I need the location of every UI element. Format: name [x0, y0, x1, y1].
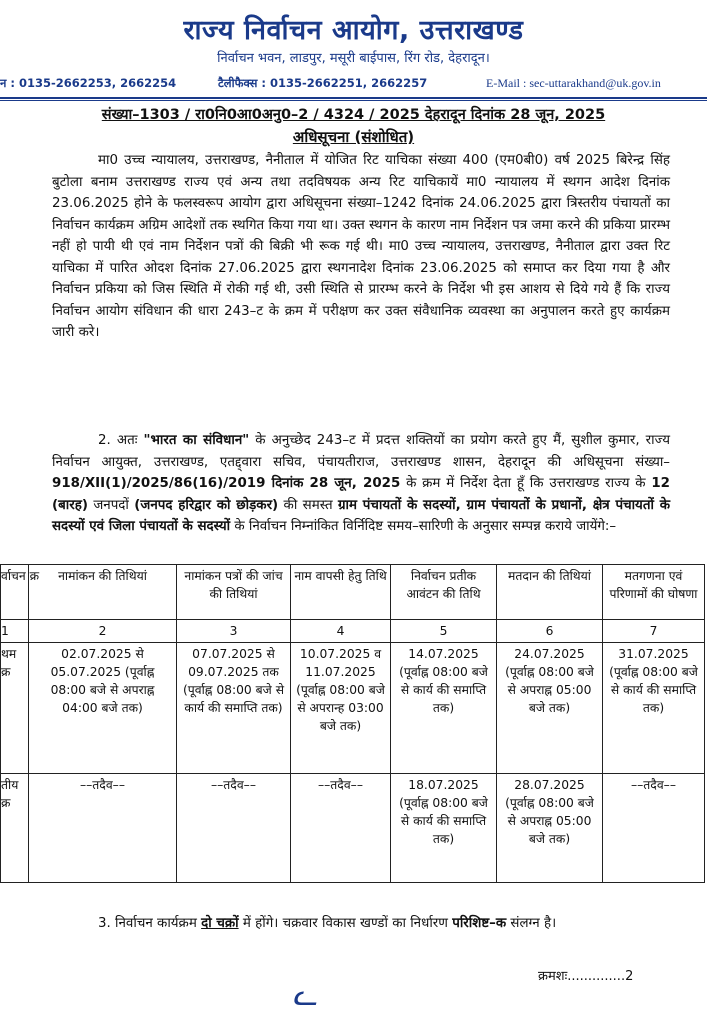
table-cell: ––तदैव–– — [291, 774, 391, 883]
table-cell: 1 — [1, 620, 29, 643]
table-header-cell: निर्वाचन प्रतीक आवंटन की तिथि — [391, 565, 497, 620]
table-cell: 31.07.2025 (पूर्वाह्न 08:00 बजे से कार्य की समाप्ति तक) — [603, 643, 705, 774]
phone-number: न : 0135-2662253, 2662254 — [0, 76, 177, 90]
table-cell: थम क्र — [1, 643, 29, 774]
table-cell: 02.07.2025 से 05.07.2025 (पूर्वाह्न 08:00 बजे से अपराह्न 04:00 बजे तक) — [29, 643, 177, 774]
table-header-row — [1, 565, 705, 620]
commission-address: निर्वाचन भवन, लाडपुर, मसूरी बाईपास, रिंग रोड, देहरादून। — [217, 51, 490, 66]
table-header-cell: नामांकन की तिथियां — [29, 565, 177, 620]
table-cell: 3 — [177, 620, 291, 643]
table-cell: 4 — [291, 620, 391, 643]
table-cell: ––तदैव–– — [603, 774, 705, 883]
notification-title: अधिसूचना (संशोधित) — [292, 128, 415, 146]
reference-number: संख्या–1303 / रा0नि0आ0अनु0–2 / 4324 / 2025 देहरादून दिनांक 28 जून, 2025 — [101, 107, 606, 123]
table-cell: 7 — [603, 620, 705, 643]
table-cell: 24.07.2025 (पूर्वाह्न 08:00 बजे से अपराह्न 05:00 बजे तक) — [497, 643, 603, 774]
table-cell: तीय क्र — [1, 774, 29, 883]
paragraph-1: मा0 उच्च न्यायालय, उत्तराखण्ड, नैनीताल में योजित रिट याचिका संख्या 400 (एम0बी0) वर्ष 2025 बिरेन्द्र सिंह बुटोला बनाम उत्तराखण्ड राज्य एवं अन्य तथा तदविषयक अन्य रिट याचिकायें मा0 न्यायालय में स्थगन आदेश दिनांक 23.06.2025 होने के फलस्वरूप आयोग द्वारा अधिसूचना संख्या–1242 दिनांक 24.06.2025 द्वारा त्रिस्तरीय पंचायतों का निर्वाचन कार्यक्रम अग्रिम आदेशों तक स्थगित किया गया था। उक्त स्थगन के कारण नाम निर्देशन पत्र जमा करने की प्रकिया प्रारम्भ नहीं हो पायी थी एवं नाम निर्देशन पत्रों की बिक्री भी रूक गई थी। मा0 उच्च न्यायालय, उत्तराखण्ड, नैनीताल द्वारा उक्त रिट याचिका में पारित ओदश दिनांक 27.06.2025 द्वारा स्थगनादेश दिनांक 23.06.2025 को समाप्त कर दिया गया है और निर्वाचन प्रकिया को जिस स्थिति में रोकी गई थी, उसी स्थिति से प्रारम्भ करने के निर्देश भी इस आशय से दिये गये हैं कि राज्य निर्वाचन आयोग संविधान की धारा 243–ट के क्रम में परीक्षण कर उक्त संवैधानिक व्यवस्था का अनुपालन करते हुए कार्यक्रम जारी करे। — [52, 153, 670, 340]
paragraph-3: 3. निर्वाचन कार्यक्रम दो चक्रों में होंगे। चक्रवार विकास खण्डों का निर्धारण परिशिष्ट–क संलग्न है। — [98, 916, 557, 931]
table-cell: 6 — [497, 620, 603, 643]
table-header-cell: मतगणना एवं परिणामों की घोषणा — [603, 565, 705, 620]
table-cell: 28.07.2025 (पूर्वाह्न 08:00 बजे से अपराह्न 05:00 बजे तक) — [497, 774, 603, 883]
table-number-row — [1, 620, 705, 643]
table-row — [1, 774, 705, 883]
table-header-cell: नाम वापसी हेतु तिथि — [291, 565, 391, 620]
header-rule-thin — [0, 100, 707, 101]
email-address: E-Mail : sec-uttarakhand@uk.gov.in — [486, 76, 661, 90]
paragraph-2: 2. अतः "भारत का संविधान" के अनुच्छेद 243–ट में प्रदत्त शक्तियों का प्रयोग करते हुए मैं, सुशील कुमार, राज्य निर्वाचन आयुक्त, उत्तराखण्ड, एतद्द्वारा सचिव, पंचायतीराज, उत्तराखण्ड शासन, देहरादून की अधिसूचना संख्या–918/XII(1)/2025/86(16)/2019 दिनांक 28 जून, 2025 के क्रम में निर्देश देता हूँ कि उत्तराखण्ड राज्य के 12 (बारह) जनपदों (जनपद हरिद्वार को छोड़कर) की समस्त ग्राम पंचायतों के सदस्यों, ग्राम पंचायतों के प्रधानों, क्षेत्र पंचायतों के सदस्यों एवं जिला पंचायतों के सदस्यों के निर्वाचन निम्नांकित विर्निदिष्ट समय–सारिणी के अनुसार सम्पन्न कराये जायेंगे:– — [52, 433, 671, 534]
fax-number: टैलीफैक्स : 0135-2662251, 2662257 — [218, 76, 428, 90]
table-header-cell: नामांकन पत्रों की जांच की तिथियां — [177, 565, 291, 620]
table-cell: 2 — [29, 620, 177, 643]
table-cell: 07.07.2025 से 09.07.2025 तक (पूर्वाह्न 08:00 बजे से कार्य की समाप्ति तक) — [177, 643, 291, 774]
table-cell: ––तदैव–– — [29, 774, 177, 883]
commission-title: राज्य निर्वाचन आयोग, उत्तराखण्ड — [183, 15, 524, 46]
continued-marker: क्रमशः..............2 — [538, 969, 634, 984]
table-row — [1, 643, 705, 774]
header-rule — [0, 97, 707, 99]
table-cell: 14.07.2025 (पूर्वाह्न 08:00 बजे से कार्य की समाप्ति तक) — [391, 643, 497, 774]
table-cell: ––तदैव–– — [177, 774, 291, 883]
table-header-cell: मतदान की तिथियां — [497, 565, 603, 620]
signature-mark: ᓚ — [292, 978, 318, 1013]
election-schedule-table — [0, 564, 705, 883]
table-header-cell: र्वाचन क्र — [1, 565, 29, 620]
table-cell: 5 — [391, 620, 497, 643]
table-cell: 18.07.2025 (पूर्वाह्न 08:00 बजे से कार्य की समाप्ति तक) — [391, 774, 497, 883]
table-cell: 10.07.2025 व 11.07.2025 (पूर्वाह्न 08:00 बजे से अपरान्ह 03:00 बजे तक) — [291, 643, 391, 774]
